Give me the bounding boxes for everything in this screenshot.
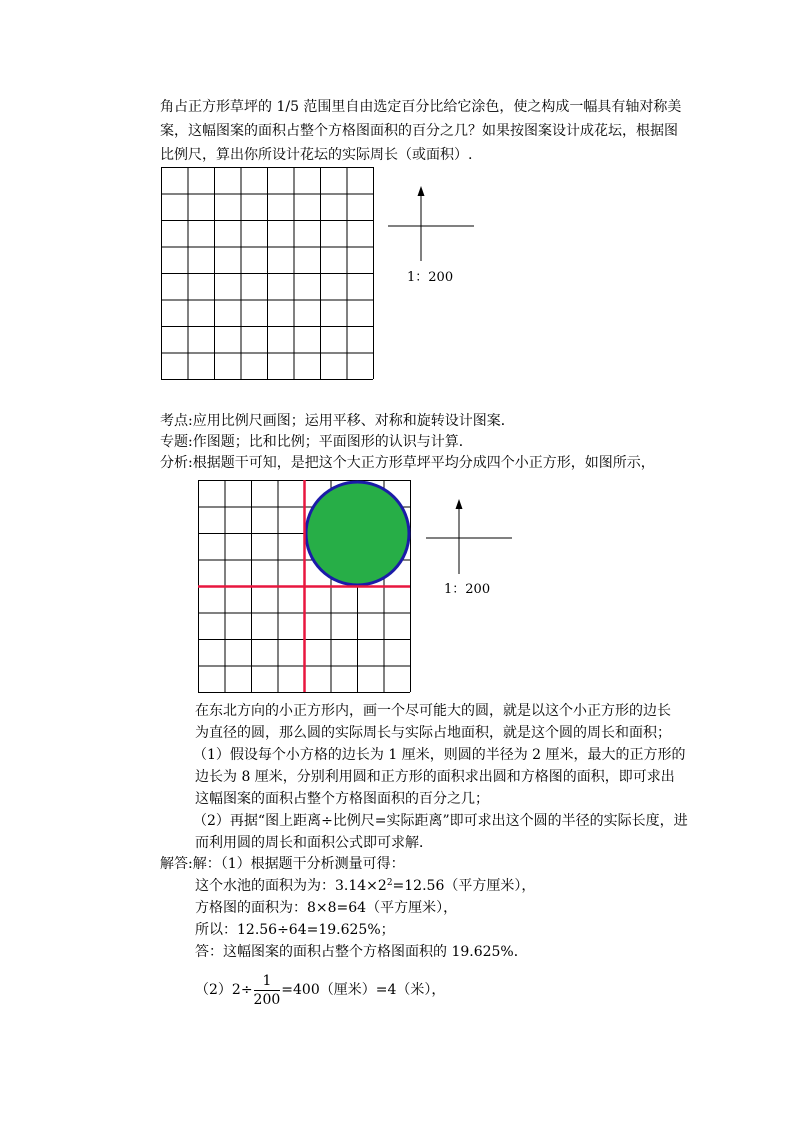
problem-line-1: 角占正方形草坪的 1/5 范围里自由选定百分比给它涂色，使之构成一幅具有轴对称美 [160,99,682,115]
part2-line [195,971,445,1009]
fraction-numerator: 1 [254,972,281,991]
compass-north-arrow-2 [426,499,512,574]
fraction [254,972,281,1009]
answer-heading: 解答:解：（1）根据题干分析测量可得： [160,856,405,872]
fraction-denominator: 200 [253,991,281,1008]
grid-area-line: 方格图的面积为：8×8=64（平方厘米）， [195,900,458,916]
ratio-line: 所以：12.56÷64=19.625%； [195,922,395,938]
explanation-line-7: 而利用圆的周长和面积公式即可求解． [195,835,433,851]
kaodian-line: 考点:应用比例尺画图；运用平移、对称和旋转设计图案． [160,413,515,429]
explanation-line-1: 在东北方向的小正方形内，画一个尽可能大的圆，就是以这个小正方形的边长 [195,703,671,719]
explanation-line-4: 边长为 8 厘米，分别利用圆和正方形的面积求出圆和方格图的面积，即可求出 [195,769,675,785]
fenxi-line: 分析:根据题干可知，是把这个大正方形草坪平均分成四个小正方形，如图所示， [160,455,655,471]
problem-line-3: 比例尺，算出你所设计花坛的实际周长（或面积）. [160,147,473,163]
explanation-line-5: 这幅图案的面积占整个方格图面积的百分之几； [195,791,489,807]
pool-area-prefix: 这个水池的面积为为：3.14×2 [195,878,387,894]
explanation-line-2: 为直径的圆，那么圆的实际周长与实际占地面积，就是这个圆的周长和面积； [195,725,671,741]
problem-line-2: 案，这幅图案的面积占整个方格图面积的百分之几？如果按图案设计成花坛，根据图 [160,123,678,139]
empty-square-grid [161,167,374,380]
part2-prefix: （2）2÷ [195,982,253,998]
scale-label-2: 1：200 [444,582,491,597]
green-circle [306,482,409,585]
zhuanti-line: 专题:作图题；比和比例；平面图形的认识与计算． [160,434,473,450]
pool-area-suffix: =12.56（平方厘米）， [392,878,536,894]
explanation-line-3: （1）假设每个小方格的边长为 1 厘米，则圆的半径为 2 厘米，最大的正方形的 [193,747,686,763]
compass-north-arrow [388,186,474,261]
scale-label-1: 1：200 [407,270,454,285]
pool-area-exponent: 2 [386,878,393,888]
part2-suffix: =400（厘米）=4（米）， [281,982,446,998]
conclusion-line: 答：这幅图案的面积占整个方格图面积的 19.625%． [195,944,528,960]
explanation-line-6: （2）再据“图上距离÷比例尺=实际距离”即可求出这个圆的半径的实际长度，进 [193,813,688,829]
divided-grid-with-circle [198,480,411,693]
pool-area-line [195,874,535,898]
